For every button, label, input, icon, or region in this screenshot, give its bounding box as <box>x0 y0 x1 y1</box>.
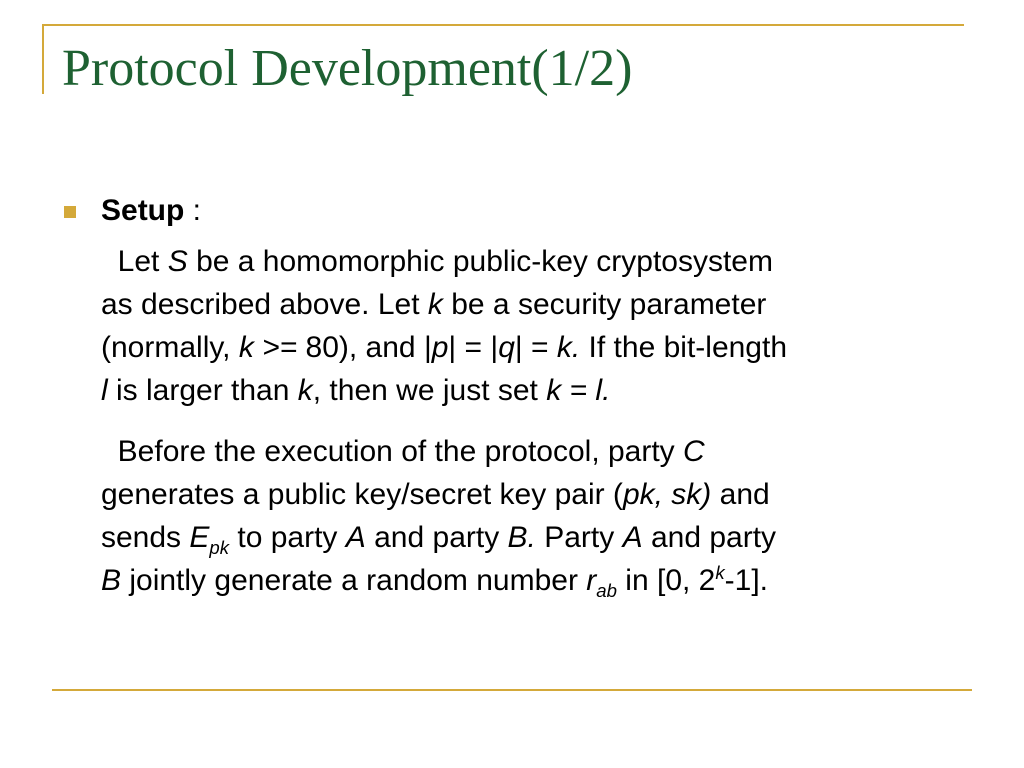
setup-paragraph-1 <box>101 240 971 412</box>
math-symbol: k <box>297 374 313 407</box>
math-symbol: S <box>167 245 188 278</box>
paragraph-1-line-2 <box>101 283 971 326</box>
setup-paragraph-2 <box>101 430 971 602</box>
text-run: , then we just set <box>312 374 547 407</box>
setup-separator: : <box>184 194 202 227</box>
setup-label: Setup <box>101 194 185 227</box>
bullet-square-icon <box>64 206 76 218</box>
math-subscript: pk <box>209 537 230 558</box>
math-symbol: C <box>683 435 705 468</box>
text-run: be a homomorphic public-key cryptosystem <box>187 245 773 278</box>
text-run: | = | <box>448 331 499 364</box>
text-run: is larger than <box>107 374 298 407</box>
text-run: in [0, 2 <box>616 564 716 597</box>
math-symbol: A <box>345 521 366 554</box>
math-subscript: ab <box>596 580 617 601</box>
text-run: Party <box>535 521 623 554</box>
paragraph-2-line-4 <box>101 559 971 602</box>
slide-title: Protocol Development(1/2) <box>62 40 633 97</box>
math-superscript: k <box>715 562 725 583</box>
math-symbol: pk, sk) <box>622 478 712 511</box>
paragraph-1-line-1 <box>101 240 971 283</box>
text-run: as described above. Let <box>101 288 428 321</box>
text-run: and party <box>642 521 777 554</box>
text-run: (normally, <box>101 331 239 364</box>
text-run: Let <box>117 245 168 278</box>
math-symbol: p <box>431 331 449 364</box>
slide-frame-top-rule <box>42 24 964 26</box>
math-symbol: B. <box>507 521 536 554</box>
math-symbol: E <box>189 521 210 554</box>
math-symbol: r <box>586 564 597 597</box>
paragraph-2-line-2 <box>101 473 971 516</box>
text-run: be a security parameter <box>442 288 767 321</box>
text-run: If the bit-length <box>580 331 788 364</box>
paragraph-1-line-3 <box>101 326 971 369</box>
math-symbol: k. <box>556 331 581 364</box>
slide-frame-bottom-rule <box>52 689 972 691</box>
text-run: -1]. <box>724 564 769 597</box>
text-run: | = <box>514 331 557 364</box>
text-run: sends <box>101 521 190 554</box>
slide-frame-left-rule <box>42 24 44 94</box>
paragraph-2-line-3 <box>101 516 971 559</box>
text-run: Before the execution of the protocol, party <box>117 435 684 468</box>
text-run: 80), and | <box>297 331 432 364</box>
math-symbol: A <box>622 521 643 554</box>
paragraph-2-line-1 <box>101 430 971 473</box>
text-run: to party <box>229 521 346 554</box>
math-symbol: l <box>101 374 108 407</box>
text-run: and party <box>365 521 508 554</box>
text-run: jointly generate a random number <box>121 564 587 597</box>
math-symbol: k <box>427 288 443 321</box>
setup-heading <box>101 190 201 232</box>
math-symbol: k = l. <box>546 374 611 407</box>
text-run: and <box>711 478 770 511</box>
math-symbol: k >= <box>238 331 298 364</box>
math-symbol: B <box>101 564 122 597</box>
math-symbol: q <box>498 331 515 364</box>
paragraph-1-line-4 <box>101 369 971 412</box>
text-run: generates a public key/secret key pair ( <box>101 478 623 511</box>
